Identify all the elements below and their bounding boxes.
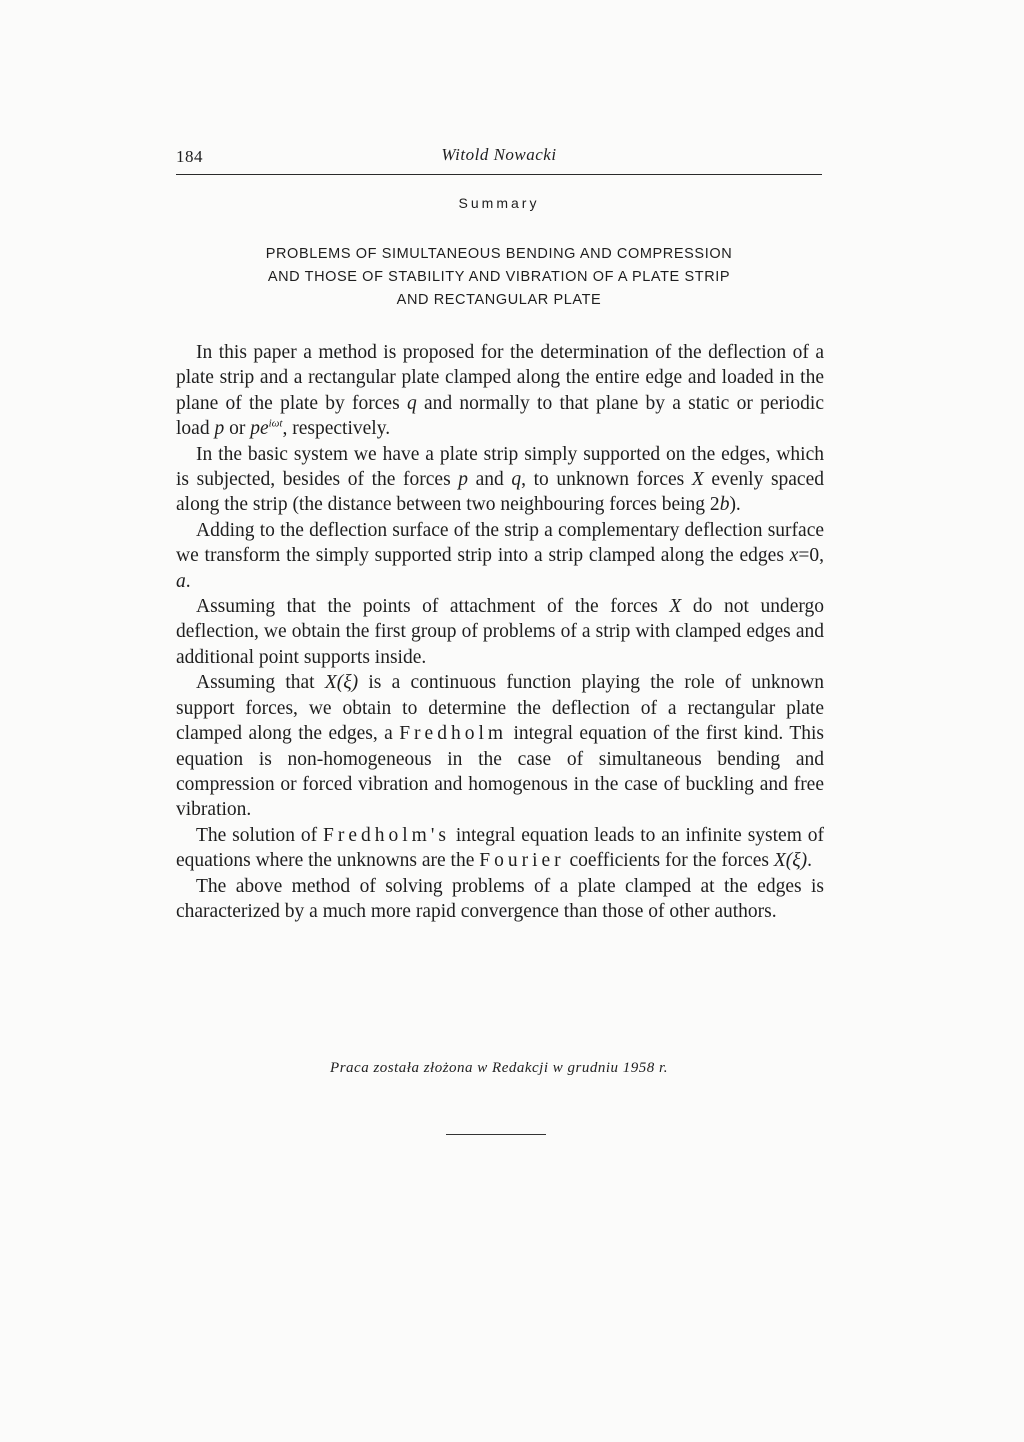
text-run: integral equation of the first kind. This equation is non-homogeneous in the case of simultaneous bending and compression or forced vibration and homogenous in the case of buckling and free vibration. [176,723,824,821]
text-run: In the basic system we have a plate strip simply supported on the edges, which is subjected, besides of the forces [176,443,824,491]
text-run: =0, [798,545,824,567]
received-note: Praca została złożona w Redakcji w grudniu 1958 r. [330,1060,668,1076]
math-var: X(ξ) [324,672,359,694]
math-var: p [458,469,469,491]
text-run: , respectively. [282,418,391,440]
paragraph-5 [176,670,824,822]
paragraph-1 [176,340,824,442]
text-run: Assuming that [196,672,325,694]
running-head-author: Witold Nowacki [441,145,557,164]
math-var: q [511,469,522,491]
paragraph-7 [176,874,824,925]
text-run: Adding to the deflection surface of the strip a complementary deflection surface we transform the simply supported strip into a strip clamped along the edges [176,519,824,567]
section-label-summary: Summary [458,195,540,211]
text-run: Assuming that the points of attachment of the forces [196,596,670,618]
math-var: X [669,596,682,618]
math-var: b [719,494,730,516]
title-line: AND RECTANGULAR PLATE [396,292,602,308]
spaced-name: Fredholm [399,723,508,745]
text-run: . [185,570,191,592]
paragraph-3 [176,518,824,594]
text-run: , to unknown forces [521,469,692,491]
text-run: and [468,469,512,491]
end-rule [446,1134,546,1135]
paragraph-6 [176,823,824,874]
spaced-name: Fredholm's [323,824,450,846]
text-run: coefficients for the forces [564,850,774,872]
paper-title [176,243,822,312]
math-var: x [789,545,799,567]
math-var: p [214,418,225,440]
spaced-name: Fourier [479,850,565,872]
page-number: 184 [176,147,203,166]
title-line: AND THOSE OF STABILITY AND VIBRATION OF A PLATE STRIP [267,269,731,285]
page-header [176,143,822,173]
header-rule [176,174,822,175]
paragraph-4 [176,594,824,670]
math-var: q [406,392,417,414]
summary-body [176,340,824,924]
math-var: X [691,469,704,491]
text-run: The solution of [196,824,324,846]
text-run: integral equation leads to an infinite system of equations where the unknowns are the [176,824,824,872]
text-run: ). [729,494,741,516]
math-exponent: iωt [268,417,283,430]
text-run: and normally to that plane by a static or periodic load [176,392,824,440]
text-run: evenly spaced along the strip (the distance between two neighbouring forces being 2 [176,469,824,516]
math-var: X(ξ) [773,850,808,872]
math-var: pe [250,418,269,440]
text-run: do not undergo deflection, we obtain the first group of problems of a strip with clamped edges and additional point supports inside. [176,596,824,668]
text-run: or [224,418,251,440]
text-run: is a continuous function playing the role of unknown support forces, we obtain to determine the deflection of a rectangular plate clamped along the edges, a [176,672,824,745]
title-line: PROBLEMS OF SIMULTANEOUS BENDING AND COMPRESSION [265,246,733,262]
text-run: . [807,850,812,872]
paragraph-2 [176,442,824,518]
math-var: a [176,570,186,592]
text-run: In this paper a method is proposed for the determination of the deflection of a plate strip and a rectangular plate clamped along the entire edge and loaded in the plane of the plate by forces [176,342,824,414]
text-run: The above method of solving problems of a plate clamped at the edges is characterized by a much more rapid convergence than those of other authors. [176,875,824,922]
